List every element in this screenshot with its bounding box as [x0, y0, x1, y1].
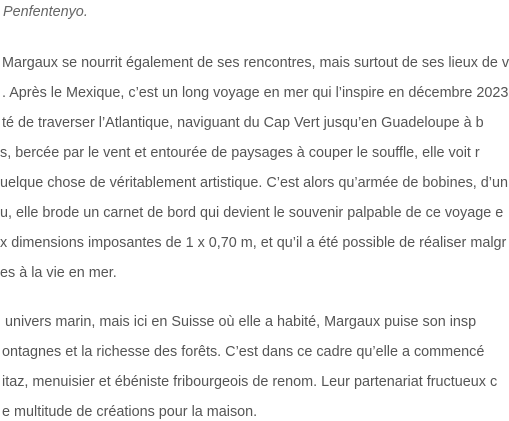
paragraph-1-line-7: x dimensions imposantes de 1 x 0,70 m, et qu’il a été possible de réaliser malgr	[0, 235, 507, 251]
paragraph-2-line-2: ontagnes et la richesse des forêts. C’est dans ce cadre qu’elle a commencé	[2, 344, 485, 360]
paragraph-1-line-4: s, bercée par le vent et entourée de paysages à couper le souffle, elle voit r	[0, 145, 480, 161]
paragraph-1-line-2: . Après le Mexique, c’est un long voyage en mer qui l’inspire en décembre 2023	[2, 85, 509, 101]
paragraph-2-line-4: e multitude de créations pour la maison.	[2, 404, 258, 420]
paragraph-1-line-3: té de traverser l’Atlantique, naviguant du Cap Vert jusqu’en Guadeloupe à b	[2, 115, 484, 131]
paragraph-2-line-1: univers marin, mais ici en Suisse où elle a habité, Margaux puise son insp	[5, 314, 477, 330]
caption-text: Penfentenyo.	[3, 4, 88, 20]
paragraph-1-line-6: u, elle brode un carnet de bord qui devient le souvenir palpable de ce voyage e	[0, 205, 504, 221]
paragraph-1-line-8: es à la vie en mer.	[0, 265, 117, 281]
paragraph-1-line-1: Margaux se nourrit également de ses rencontres, mais surtout de ses lieux de v	[2, 55, 509, 71]
paragraph-1-line-5: uelque chose de véritablement artistique. C’est alors qu’armée de bobines, d’un	[0, 175, 508, 191]
paragraph-2-line-3: itaz, menuisier et ébéniste fribourgeois de renom. Leur partenariat fructueux c	[2, 374, 498, 390]
